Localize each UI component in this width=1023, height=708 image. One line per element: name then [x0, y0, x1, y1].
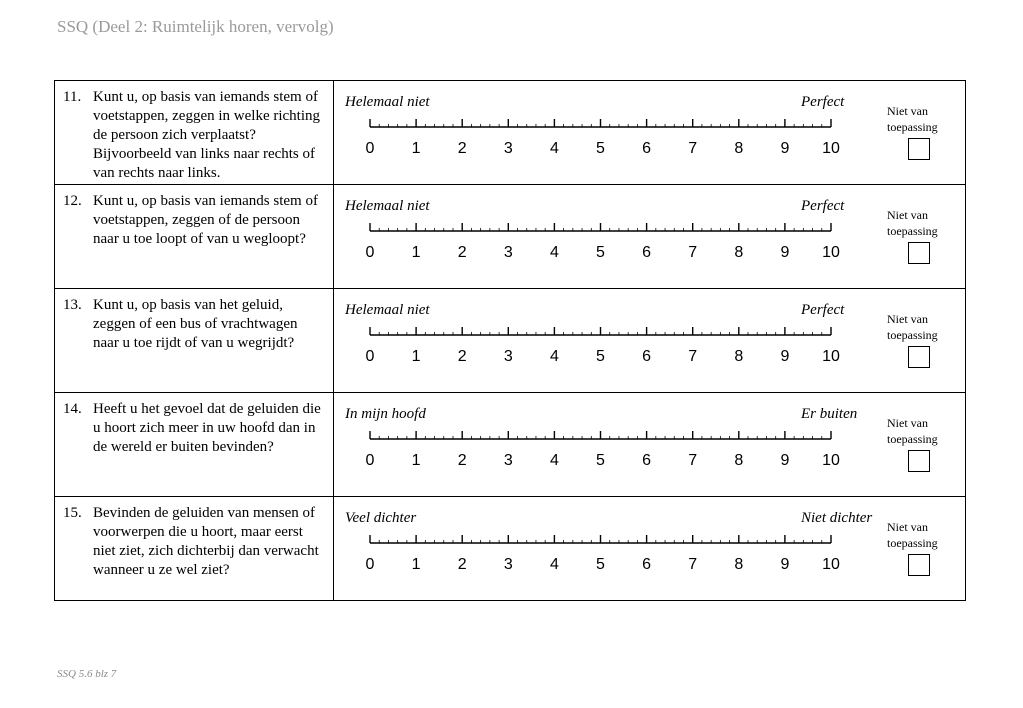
- question-row: [55, 81, 966, 185]
- scale-number[interactable]: 10: [822, 244, 840, 261]
- questionnaire-table: [54, 80, 966, 601]
- scale-left-label: In mijn hoofd: [345, 406, 426, 422]
- page-title: SSQ (Deel 2: Ruimtelijk horen, vervolg): [57, 17, 334, 36]
- scale-cell: [334, 497, 966, 601]
- scale-number[interactable]: 1: [411, 140, 421, 157]
- not-applicable-checkbox[interactable]: [908, 138, 930, 160]
- scale-right-label: Perfect: [801, 302, 845, 318]
- scale-number[interactable]: 8: [734, 348, 744, 365]
- scale-number[interactable]: 7: [688, 244, 698, 261]
- question-text: Heeft u het gevoel dat de geluiden die u hoort zich meer in uw hoofd dan in de wereld er buiten bevinden?: [93, 401, 321, 455]
- question-cell: [55, 393, 334, 497]
- scale-right-label: Niet dichter: [801, 510, 873, 526]
- not-applicable-checkbox[interactable]: [908, 554, 930, 576]
- question-cell: [55, 81, 334, 185]
- scale-number[interactable]: 1: [411, 348, 421, 365]
- scale-number[interactable]: 3: [503, 348, 513, 365]
- scale-number[interactable]: 8: [734, 556, 744, 573]
- scale-number[interactable]: 2: [457, 140, 467, 157]
- scale-number[interactable]: 6: [642, 348, 652, 365]
- question-number: 12.: [63, 193, 82, 209]
- scale-number[interactable]: 10: [822, 452, 840, 469]
- scale-number[interactable]: 9: [780, 140, 790, 157]
- scale-number[interactable]: 6: [642, 452, 652, 469]
- question-number: 11.: [63, 89, 82, 105]
- scale-number[interactable]: 6: [642, 556, 652, 573]
- scale-number[interactable]: 2: [457, 556, 467, 573]
- question-row: [55, 393, 966, 497]
- scale-cell: [334, 393, 966, 497]
- not-applicable-label: Niet van toepassing: [887, 416, 938, 446]
- scale-number[interactable]: 9: [780, 244, 790, 261]
- scale-number[interactable]: 9: [780, 452, 790, 469]
- question-text: Kunt u, op basis van iemands stem of voetstappen, zeggen in welke richting de persoon zich verplaatst? Bijvoorbeeld van links naar rechts of van rechts naar links.: [93, 89, 321, 181]
- question-text: Kunt u, op basis van iemands stem of voetstappen, zeggen of de persoon naar u toe loopt of van u wegloopt?: [93, 193, 318, 247]
- scale-number[interactable]: 0: [365, 244, 375, 261]
- scale-number[interactable]: 3: [503, 452, 513, 469]
- scale-number[interactable]: 8: [734, 140, 744, 157]
- question-number: 15.: [63, 505, 82, 521]
- scale-number[interactable]: 7: [688, 452, 698, 469]
- rating-scale[interactable]: [334, 497, 874, 597]
- not-applicable-checkbox[interactable]: [908, 450, 930, 472]
- question-text: Kunt u, op basis van het geluid, zeggen of een bus of vrachtwagen naar u toe rijdt of van u wegrijdt?: [93, 297, 298, 351]
- scale-number[interactable]: 7: [688, 140, 698, 157]
- scale-number[interactable]: 6: [642, 140, 652, 157]
- scale-left-label: Helemaal niet: [345, 94, 430, 110]
- scale-cell: [334, 185, 966, 289]
- scale-number[interactable]: 3: [503, 556, 513, 573]
- not-applicable-label: Niet van toepassing: [887, 312, 938, 342]
- not-applicable-checkbox[interactable]: [908, 346, 930, 368]
- scale-number[interactable]: 10: [822, 556, 840, 573]
- scale-number[interactable]: 5: [596, 556, 605, 573]
- scale-number[interactable]: 0: [365, 140, 375, 157]
- scale-number[interactable]: 5: [596, 140, 605, 157]
- scale-number[interactable]: 1: [411, 452, 421, 469]
- scale-cell: [334, 81, 966, 185]
- scale-cell: [334, 289, 966, 393]
- scale-number[interactable]: 4: [549, 348, 559, 365]
- scale-number[interactable]: 3: [503, 140, 513, 157]
- scale-number[interactable]: 4: [549, 244, 559, 261]
- scale-number[interactable]: 3: [503, 244, 513, 261]
- question-cell: [55, 289, 334, 393]
- scale-right-label: Perfect: [801, 198, 845, 214]
- scale-number[interactable]: 8: [734, 452, 744, 469]
- scale-left-label: Veel dichter: [345, 510, 417, 526]
- scale-number[interactable]: 9: [780, 556, 790, 573]
- scale-number[interactable]: 4: [549, 556, 559, 573]
- scale-number[interactable]: 2: [457, 452, 467, 469]
- scale-number[interactable]: 0: [365, 452, 375, 469]
- question-row: [55, 497, 966, 601]
- scale-number[interactable]: 7: [688, 348, 698, 365]
- scale-number[interactable]: 4: [549, 140, 559, 157]
- scale-number[interactable]: 2: [457, 244, 467, 261]
- rating-scale[interactable]: [334, 185, 874, 285]
- scale-number[interactable]: 1: [411, 244, 421, 261]
- scale-left-label: Helemaal niet: [345, 198, 430, 214]
- not-applicable-label: Niet van toepassing: [887, 104, 938, 134]
- question-number: 14.: [63, 401, 82, 417]
- scale-number[interactable]: 5: [596, 244, 605, 261]
- question-cell: [55, 185, 334, 289]
- scale-number[interactable]: 9: [780, 348, 790, 365]
- scale-number[interactable]: 5: [596, 452, 605, 469]
- rating-scale[interactable]: [334, 81, 874, 181]
- scale-right-label: Perfect: [801, 94, 845, 110]
- scale-number[interactable]: 5: [596, 348, 605, 365]
- scale-number[interactable]: 0: [365, 348, 375, 365]
- rating-scale[interactable]: [334, 289, 874, 389]
- question-text: Bevinden de geluiden van mensen of voorwerpen die u hoort, maar eerst niet ziet, zich dichterbij dan verwacht wanneer u ze wel ziet?: [93, 505, 319, 578]
- scale-number[interactable]: 0: [365, 556, 375, 573]
- scale-number[interactable]: 8: [734, 244, 744, 261]
- scale-right-label: Er buiten: [801, 406, 858, 422]
- not-applicable-checkbox[interactable]: [908, 242, 930, 264]
- footer-page-reference: SSQ 5.6 blz 7: [57, 668, 117, 680]
- question-row: [55, 185, 966, 289]
- scale-number[interactable]: 2: [457, 348, 467, 365]
- not-applicable-label: Niet van toepassing: [887, 520, 938, 550]
- scale-number[interactable]: 6: [642, 244, 652, 261]
- scale-number[interactable]: 10: [822, 140, 840, 157]
- scale-number[interactable]: 1: [411, 556, 421, 573]
- rating-scale[interactable]: [334, 393, 874, 493]
- scale-left-label: Helemaal niet: [345, 302, 430, 318]
- scale-number[interactable]: 7: [688, 556, 698, 573]
- question-cell: [55, 497, 334, 601]
- scale-number[interactable]: 4: [549, 452, 559, 469]
- not-applicable-label: Niet van toepassing: [887, 208, 938, 238]
- question-row: [55, 289, 966, 393]
- question-number: 13.: [63, 297, 82, 313]
- scale-number[interactable]: 10: [822, 348, 840, 365]
